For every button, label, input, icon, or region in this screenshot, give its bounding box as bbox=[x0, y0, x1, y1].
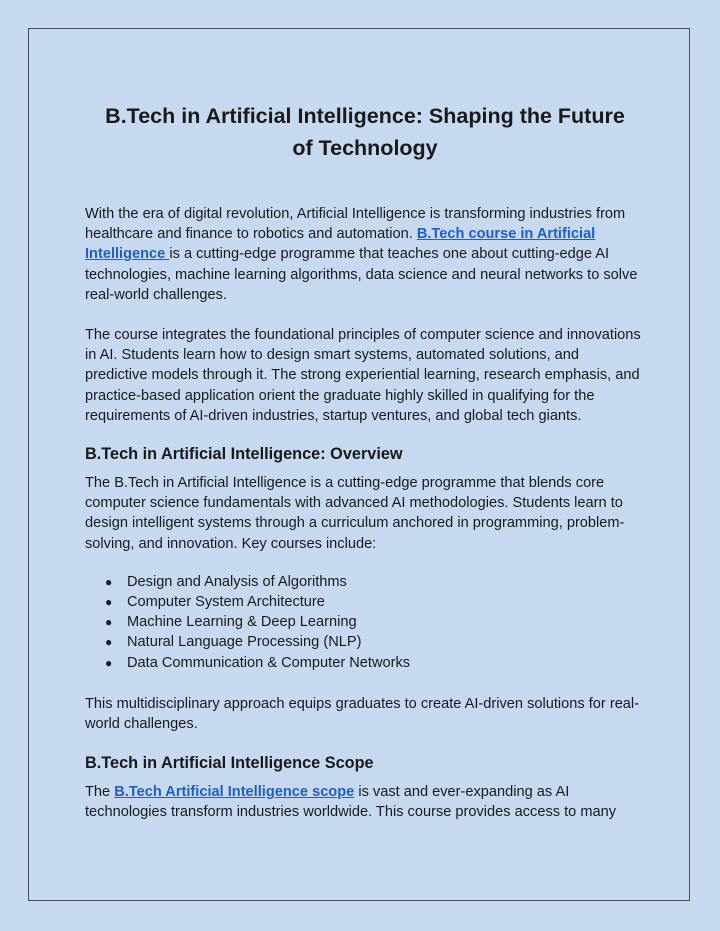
list-item bbox=[105, 612, 645, 632]
title-line-1: B.Tech in Artificial Intelligence: Shaping the Future bbox=[105, 104, 625, 128]
bullet-icon: ● bbox=[105, 635, 113, 650]
overview-heading: B.Tech in Artificial Intelligence: Overview bbox=[85, 445, 403, 464]
scope-text-before-link: The bbox=[85, 784, 115, 801]
list-item bbox=[105, 653, 645, 673]
course-item-label: Computer System Architecture bbox=[127, 594, 325, 611]
btech-ai-scope-link[interactable]: B.Tech Artificial Intelligence scope bbox=[114, 784, 355, 801]
bullet-icon: ● bbox=[105, 595, 113, 610]
bullet-icon: ● bbox=[105, 655, 113, 670]
course-description-paragraph: The course integrates the foundational principles of computer science and innovations in AI. Students learn how to design smart systems, automated solutions, and predictive models through it. The strong experiential learning, research emphasis, and practice-based application orient the graduate highly skilled in qualifying for the requirements of AI-driven industries, startup ventures, and global tech giants. bbox=[85, 327, 641, 424]
document-body bbox=[85, 100, 645, 823]
scope-text-after-link: is vast and ever-expanding as AI technologies transform industries worldwide. This course provides access to many bbox=[85, 784, 617, 821]
btech-ai-course-link[interactable]: B.Tech course in Artificial Intelligence bbox=[85, 226, 596, 263]
title-line-2: of Technology bbox=[292, 136, 438, 160]
course-item-label: Machine Learning & Deep Learning bbox=[127, 614, 357, 631]
course-item-label: Data Communication & Computer Networks bbox=[127, 654, 411, 671]
overview-paragraph: The B.Tech in Artificial Intelligence is a cutting-edge programme that blends core computer science fundamentals with advanced AI methodologies. Students learn to design intelligent systems through a curriculum anchored in programming, problem-solving, and innovation. Key courses include: bbox=[85, 475, 625, 552]
bullet-icon: ● bbox=[105, 615, 113, 630]
intro-text-before-link: With the era of digital revolution, Artificial Intelligence is transforming industries from healthcare and finance to robotics and automation. bbox=[85, 206, 626, 243]
bullet-icon: ● bbox=[105, 574, 113, 589]
overview-closing-paragraph: This multidisciplinary approach equips graduates to create AI-driven solutions for real-world challenges. bbox=[85, 695, 640, 733]
list-item bbox=[105, 572, 645, 592]
course-item-label: Design and Analysis of Algorithms bbox=[127, 573, 347, 590]
list-item bbox=[105, 632, 645, 652]
scope-heading: B.Tech in Artificial Intelligence Scope bbox=[85, 754, 374, 773]
course-item-label: Natural Language Processing (NLP) bbox=[127, 634, 362, 651]
intro-paragraph bbox=[85, 204, 645, 305]
key-courses-list bbox=[85, 572, 645, 673]
intro-text-after-link: is a cutting-edge programme that teaches one about cutting-edge AI technologies, machine learning algorithms, data science and neural networks to solve real-world challenges. bbox=[85, 246, 638, 303]
list-item bbox=[105, 592, 645, 612]
document-title bbox=[85, 100, 645, 164]
scope-paragraph bbox=[85, 782, 645, 822]
